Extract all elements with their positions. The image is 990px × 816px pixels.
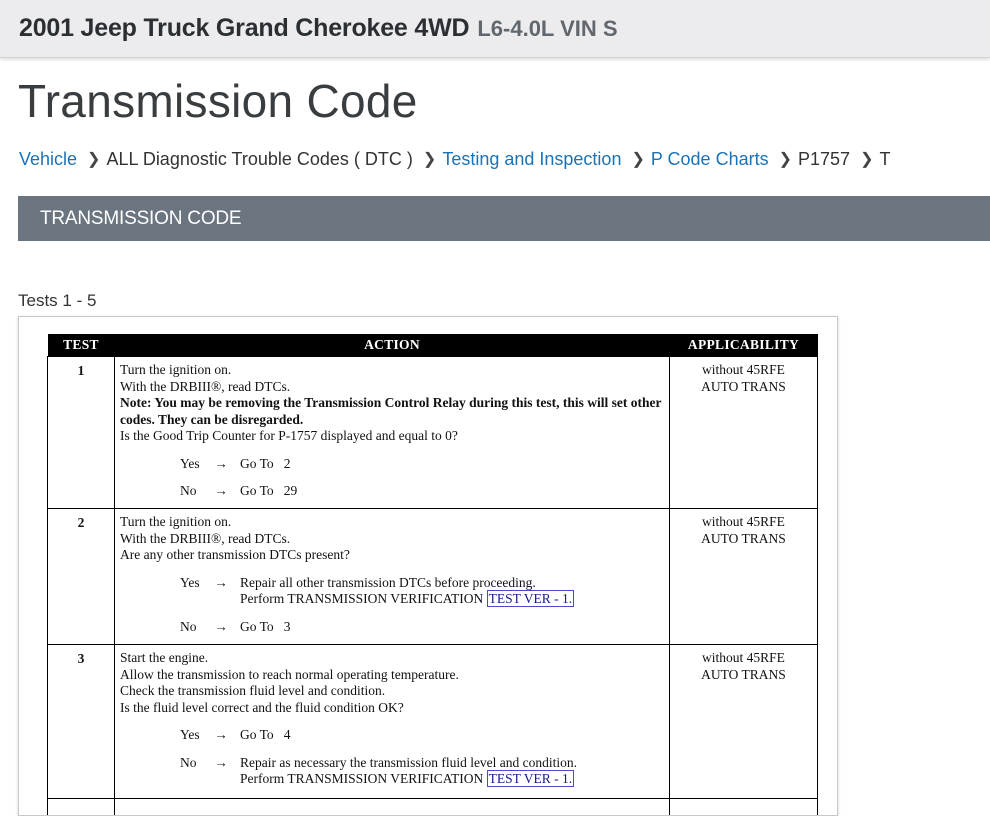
breadcrumb-vehicle-link[interactable]: Vehicle (19, 149, 77, 170)
table-row (48, 645, 818, 799)
result-text: Go To 3 (240, 619, 665, 636)
arrow-right-icon: → (202, 575, 240, 608)
answer-label: No (180, 483, 202, 500)
test-applicability (670, 509, 818, 645)
action-note: Note: You may be removing the Transmission Control Relay during this test, this will set other codes. They can be disregarded. (120, 395, 665, 428)
arrow-right-icon: → (202, 727, 240, 744)
test-number: 2 (48, 509, 115, 645)
figure-caption: Tests 1 - 5 (18, 291, 96, 311)
applicability-line: without 45RFE (670, 514, 817, 531)
arrow-right-icon: → (202, 755, 240, 788)
engine-label: L6-4.0L VIN S (477, 16, 617, 42)
action-line: Start the engine. (120, 650, 665, 667)
yes-option (180, 727, 665, 744)
arrow-right-icon: → (202, 456, 240, 473)
no-option (180, 483, 665, 500)
action-question: Is the Good Trip Counter for P-1757 displayed and equal to 0? (120, 428, 665, 445)
result-text: Go To 4 (240, 727, 665, 744)
action-line: Allow the transmission to reach normal operating temperature. (120, 667, 665, 684)
test-ver-1-link[interactable]: TEST VER - 1. (487, 770, 575, 787)
action-line: With the DRBIII®, read DTCs. (120, 531, 665, 548)
column-header-test: TEST (48, 334, 115, 357)
result-text: Go To 2 (240, 456, 665, 473)
breadcrumb-dtc: ALL Diagnostic Trouble Codes ( DTC ) (106, 149, 412, 170)
no-option (180, 755, 665, 788)
column-header-action: ACTION (115, 334, 670, 357)
test-ver-1-link[interactable]: TEST VER - 1. (487, 590, 575, 607)
applicability-line: AUTO TRANS (670, 531, 817, 548)
action-line: Are any other transmission DTCs present? (120, 547, 665, 564)
test-number: 1 (48, 357, 115, 509)
answer-label: No (180, 619, 202, 636)
breadcrumb (19, 148, 990, 170)
breadcrumb-code: P1757 (798, 149, 850, 170)
action-line: Is the fluid level correct and the fluid condition OK? (120, 700, 665, 717)
action-line: Turn the ignition on. (120, 362, 665, 379)
table-row (48, 357, 818, 509)
test-action (115, 509, 670, 645)
applicability-line: without 45RFE (670, 362, 817, 379)
arrow-right-icon: → (202, 483, 240, 500)
table-header-row (48, 334, 818, 357)
result-line: Repair all other transmission DTCs before proceeding. (240, 575, 536, 590)
vehicle-header-bar (0, 0, 990, 58)
chevron-right-icon: ❯ (423, 149, 436, 169)
answer-label: Yes (180, 456, 202, 473)
breadcrumb-current: T (879, 149, 890, 170)
result-line: Repair as necessary the transmission fluid level and condition. (240, 755, 577, 770)
yes-option (180, 575, 665, 608)
breadcrumb-p-code-charts-link[interactable]: P Code Charts (651, 149, 769, 170)
answer-label: Yes (180, 575, 202, 608)
breadcrumb-testing-link[interactable]: Testing and Inspection (442, 149, 621, 170)
column-header-applicability: APPLICABILITY (670, 334, 818, 357)
applicability-line: AUTO TRANS (670, 379, 817, 396)
section-header: TRANSMISSION CODE (18, 196, 990, 241)
answer-label: No (180, 755, 202, 788)
result-line: Perform TRANSMISSION VERIFICATION (240, 771, 483, 786)
chevron-right-icon: ❯ (87, 149, 100, 169)
diagnostic-chart-figure (18, 316, 838, 816)
result-text (240, 755, 665, 788)
test-action (115, 357, 670, 509)
result-line: Perform TRANSMISSION VERIFICATION (240, 591, 483, 606)
yes-option (180, 456, 665, 473)
applicability-line: AUTO TRANS (670, 667, 817, 684)
applicability-line: without 45RFE (670, 650, 817, 667)
action-line: Check the transmission fluid level and condition. (120, 683, 665, 700)
chevron-right-icon: ❯ (631, 149, 644, 169)
page-title: Transmission Code (18, 74, 418, 128)
result-text: Go To 29 (240, 483, 665, 500)
diagnostic-test-table (47, 334, 818, 816)
test-number: 3 (48, 645, 115, 799)
answer-label: Yes (180, 727, 202, 744)
table-row (48, 509, 818, 645)
vehicle-title: 2001 Jeep Truck Grand Cherokee 4WD (19, 14, 469, 43)
test-applicability (670, 357, 818, 509)
chevron-right-icon: ❯ (860, 149, 873, 169)
chevron-right-icon: ❯ (779, 149, 792, 169)
result-text (240, 575, 665, 608)
arrow-right-icon: → (202, 619, 240, 636)
table-row (48, 799, 818, 816)
action-line: Turn the ignition on. (120, 514, 665, 531)
test-action (115, 645, 670, 799)
test-applicability (670, 645, 818, 799)
action-line: With the DRBIII®, read DTCs. (120, 379, 665, 396)
no-option (180, 619, 665, 636)
